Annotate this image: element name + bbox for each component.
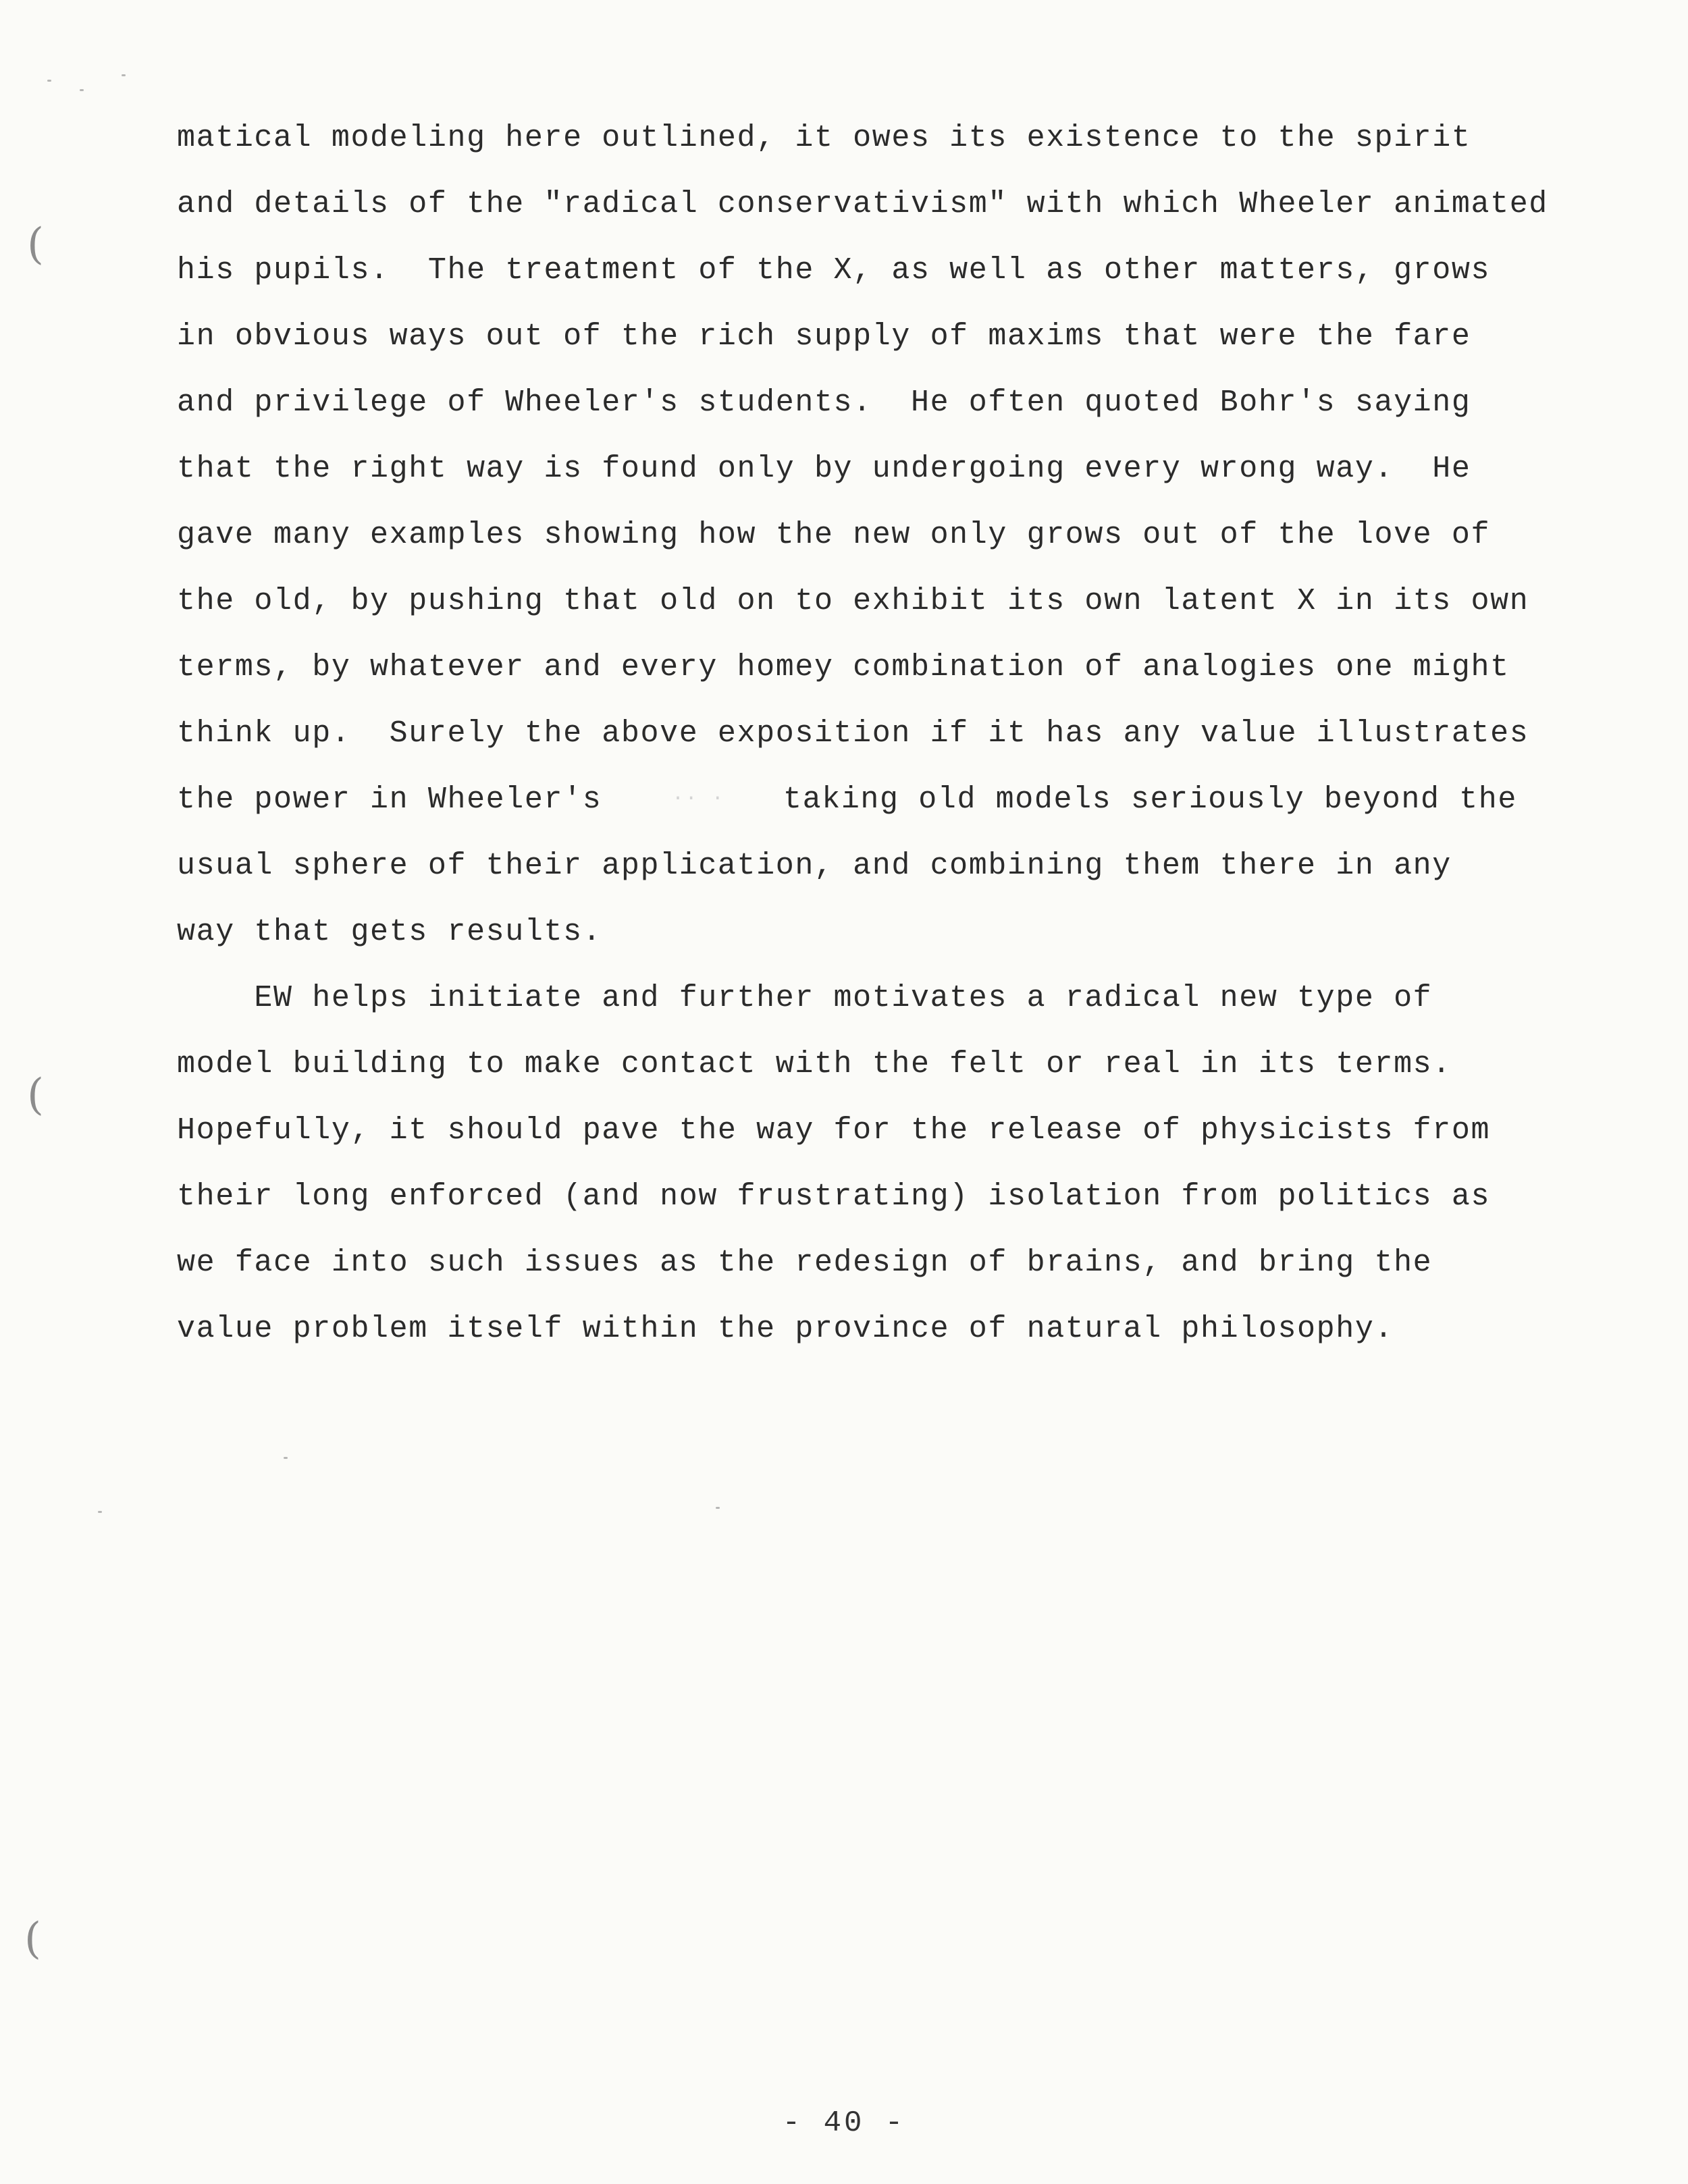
text-line: the power in Wheeler's — [177, 782, 602, 817]
text-line: we face into such issues as the redesign of brains, and bring the — [177, 1246, 1433, 1280]
speck — [716, 1507, 720, 1509]
page-number: - 40 - — [782, 2106, 906, 2140]
text-line: usual sphere of their application, and combining them there in any — [177, 849, 1452, 883]
text-line: that the right way is found only by undergoing every wrong way. He — [177, 452, 1471, 486]
speck — [80, 89, 84, 91]
text-line: his pupils. The treatment of the X, as well as other matters, grows — [177, 253, 1491, 288]
text-line: matical modeling here outlined, it owes its existence to the spirit — [177, 121, 1471, 155]
speck — [284, 1457, 288, 1459]
text-line: Hopefully, it should pave the way for the release of physicists from — [177, 1113, 1491, 1148]
text-line: and privilege of Wheeler's students. He often quoted Bohr's saying — [177, 385, 1471, 420]
margin-mark-bottom: ( — [24, 1914, 41, 1964]
text-line-continuation: taking old models seriously beyond the — [783, 782, 1517, 817]
speck — [98, 1511, 102, 1513]
text-line: value problem itself within the province of natural philosophy. — [177, 1312, 1394, 1346]
text-line: in obvious ways out of the rich supply of maxims that were the fare — [177, 319, 1471, 354]
speck — [47, 80, 51, 82]
text-line: EW helps initiate and further motivates a radical new type of — [177, 981, 1433, 1015]
text-line: their long enforced (and now frustrating) isolation from politics as — [177, 1179, 1491, 1214]
margin-mark-top: ( — [27, 219, 44, 269]
text-line: model building to make contact with the felt or real in its terms. — [177, 1047, 1452, 1082]
text-line: the old, by pushing that old on to exhibit its own latent X in its own — [177, 584, 1529, 618]
text-line: and details of the "radical conservativism" with which Wheeler animated — [177, 187, 1548, 221]
faded-word: ·· · — [672, 787, 725, 810]
text-line: think up. Surely the above exposition if it has any value illustrates — [177, 716, 1529, 751]
text-line: gave many examples showing how the new only grows out of the love of — [177, 518, 1491, 552]
margin-mark-middle: ( — [27, 1070, 44, 1120]
speck — [122, 74, 126, 76]
text-line: terms, by whatever and every homey combination of analogies one might — [177, 650, 1510, 685]
text-line: way that gets results. — [177, 915, 602, 949]
